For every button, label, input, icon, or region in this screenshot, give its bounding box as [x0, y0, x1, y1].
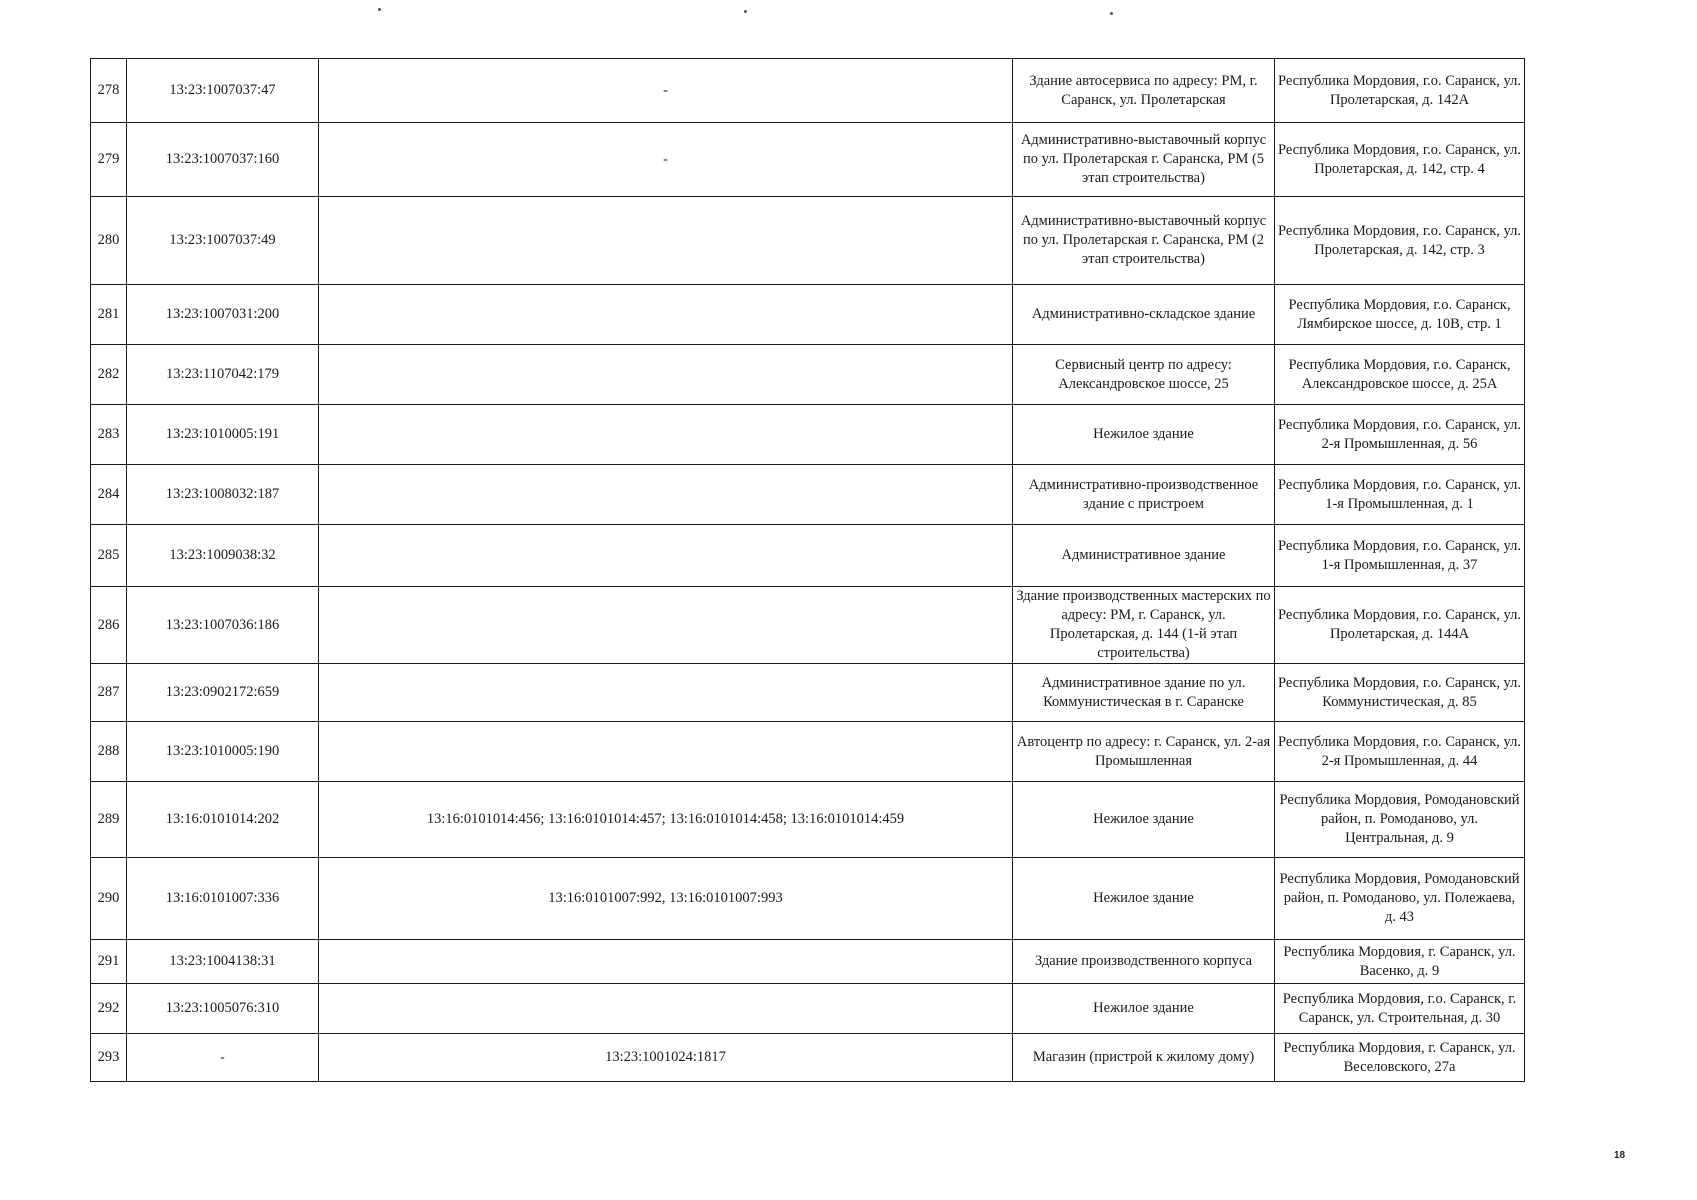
cadastral-number: 13:23:1010005:190: [127, 722, 319, 782]
object-name: Здание автосервиса по адресу: РМ, г. Саранск, ул. Пролетарская: [1013, 59, 1275, 123]
row-number: 279: [91, 123, 127, 197]
included-objects: [319, 285, 1013, 345]
cadastral-number: 13:23:1107042:179: [127, 345, 319, 405]
page-number: 18: [1614, 1150, 1626, 1161]
row-number: 291: [91, 940, 127, 984]
property-register-table: [90, 58, 1525, 1082]
object-address: Республика Мордовия, г.о. Саранск, ул. 2-я Промышленная, д. 44: [1275, 722, 1525, 782]
cadastral-number: 13:23:1007031:200: [127, 285, 319, 345]
object-name: Административно-выставочный корпус по ул. Пролетарская г. Саранска, РМ (2 этап строительства): [1013, 197, 1275, 285]
table-row: [91, 984, 1525, 1034]
table-row: [91, 465, 1525, 525]
object-name: Административное здание по ул. Коммунистическая в г. Саранске: [1013, 664, 1275, 722]
included-objects: 13:16:0101014:456; 13:16:0101014:457; 13:16:0101014:458; 13:16:0101014:459: [319, 782, 1013, 858]
object-address: Республика Мордовия, г.о. Саранск, Александровское шоссе, д. 25А: [1275, 345, 1525, 405]
cadastral-number: 13:23:0902172:659: [127, 664, 319, 722]
cadastral-number: 13:23:1007036:186: [127, 587, 319, 664]
row-number: 289: [91, 782, 127, 858]
cadastral-number: 13:23:1009038:32: [127, 525, 319, 587]
object-name: Административно-складское здание: [1013, 285, 1275, 345]
object-address: Республика Мордовия, г. Саранск, ул. Васенко, д. 9: [1275, 940, 1525, 984]
included-objects: -: [319, 123, 1013, 197]
cadastral-number: -: [127, 1034, 319, 1082]
included-objects: -: [319, 59, 1013, 123]
object-name: Здание производственного корпуса: [1013, 940, 1275, 984]
object-name: Нежилое здание: [1013, 405, 1275, 465]
object-name: Административно-выставочный корпус по ул. Пролетарская г. Саранска, РМ (5 этап строительства): [1013, 123, 1275, 197]
object-name: Административное здание: [1013, 525, 1275, 587]
table-body: [91, 59, 1525, 1082]
row-number: 286: [91, 587, 127, 664]
row-number: 284: [91, 465, 127, 525]
cadastral-number: 13:23:1007037:160: [127, 123, 319, 197]
table-row: [91, 285, 1525, 345]
cadastral-number: 13:23:1004138:31: [127, 940, 319, 984]
row-number: 282: [91, 345, 127, 405]
included-objects: [319, 587, 1013, 664]
row-number: 288: [91, 722, 127, 782]
row-number: 280: [91, 197, 127, 285]
object-name: Нежилое здание: [1013, 858, 1275, 940]
included-objects: 13:23:1001024:1817: [319, 1034, 1013, 1082]
included-objects: [319, 405, 1013, 465]
object-address: Республика Мордовия, Ромодановский район, п. Ромоданово, ул. Центральная, д. 9: [1275, 782, 1525, 858]
included-objects: [319, 984, 1013, 1034]
scan-speck: [378, 8, 381, 11]
table-row: [91, 405, 1525, 465]
included-objects: [319, 940, 1013, 984]
table-row: [91, 59, 1525, 123]
table-row: [91, 940, 1525, 984]
row-number: 285: [91, 525, 127, 587]
table-row: [91, 722, 1525, 782]
table-row: [91, 782, 1525, 858]
row-number: 290: [91, 858, 127, 940]
row-number: 281: [91, 285, 127, 345]
object-address: Республика Мордовия, г.о. Саранск, ул. 1-я Промышленная, д. 37: [1275, 525, 1525, 587]
row-number: 292: [91, 984, 127, 1034]
object-name: Здание производственных мастерских по адресу: РМ, г. Саранск, ул. Пролетарская, д. 144 (1-й этап строительства): [1013, 587, 1275, 664]
object-address: Республика Мордовия, г. Саранск, ул. Веселовского, 27а: [1275, 1034, 1525, 1082]
cadastral-number: 13:23:1008032:187: [127, 465, 319, 525]
object-name: Административно-производственное здание с пристроем: [1013, 465, 1275, 525]
object-address: Республика Мордовия, г.о. Саранск, ул. 2-я Промышленная, д. 56: [1275, 405, 1525, 465]
table-row: [91, 123, 1525, 197]
cadastral-number: 13:16:0101007:336: [127, 858, 319, 940]
included-objects: [319, 465, 1013, 525]
row-number: 293: [91, 1034, 127, 1082]
table-row: [91, 664, 1525, 722]
object-address: Республика Мордовия, Ромодановский район, п. Ромоданово, ул. Полежаева, д. 43: [1275, 858, 1525, 940]
object-address: Республика Мордовия, г.о. Саранск, ул. Пролетарская, д. 144А: [1275, 587, 1525, 664]
table-row: [91, 345, 1525, 405]
row-number: 287: [91, 664, 127, 722]
included-objects: [319, 722, 1013, 782]
scan-speck: [744, 10, 747, 13]
included-objects: [319, 197, 1013, 285]
cadastral-number: 13:23:1007037:47: [127, 59, 319, 123]
table-row: [91, 197, 1525, 285]
object-address: Республика Мордовия, г.о. Саранск, г. Саранск, ул. Строительная, д. 30: [1275, 984, 1525, 1034]
included-objects: [319, 345, 1013, 405]
included-objects: [319, 525, 1013, 587]
row-number: 283: [91, 405, 127, 465]
object-name: Нежилое здание: [1013, 984, 1275, 1034]
row-number: 278: [91, 59, 127, 123]
object-name: Автоцентр по адресу: г. Саранск, ул. 2-ая Промышленная: [1013, 722, 1275, 782]
table-row: [91, 858, 1525, 940]
object-name: Магазин (пристрой к жилому дому): [1013, 1034, 1275, 1082]
object-address: Республика Мордовия, г.о. Саранск, ул. 1-я Промышленная, д. 1: [1275, 465, 1525, 525]
cadastral-number: 13:23:1005076:310: [127, 984, 319, 1034]
table-row: [91, 1034, 1525, 1082]
cadastral-number: 13:23:1007037:49: [127, 197, 319, 285]
scan-speck: [1110, 12, 1113, 15]
object-address: Республика Мордовия, г.о. Саранск, ул. Пролетарская, д. 142А: [1275, 59, 1525, 123]
table-row: [91, 587, 1525, 664]
table-row: [91, 525, 1525, 587]
included-objects: [319, 664, 1013, 722]
object-address: Республика Мордовия, г.о. Саранск, ул. Коммунистическая, д. 85: [1275, 664, 1525, 722]
object-address: Республика Мордовия, г.о. Саранск, Лямбирское шоссе, д. 10В, стр. 1: [1275, 285, 1525, 345]
object-name: Нежилое здание: [1013, 782, 1275, 858]
included-objects: 13:16:0101007:992, 13:16:0101007:993: [319, 858, 1013, 940]
object-address: Республика Мордовия, г.о. Саранск, ул. Пролетарская, д. 142, стр. 3: [1275, 197, 1525, 285]
object-name: Сервисный центр по адресу: Александровское шоссе, 25: [1013, 345, 1275, 405]
cadastral-number: 13:16:0101014:202: [127, 782, 319, 858]
object-address: Республика Мордовия, г.о. Саранск, ул. Пролетарская, д. 142, стр. 4: [1275, 123, 1525, 197]
cadastral-number: 13:23:1010005:191: [127, 405, 319, 465]
